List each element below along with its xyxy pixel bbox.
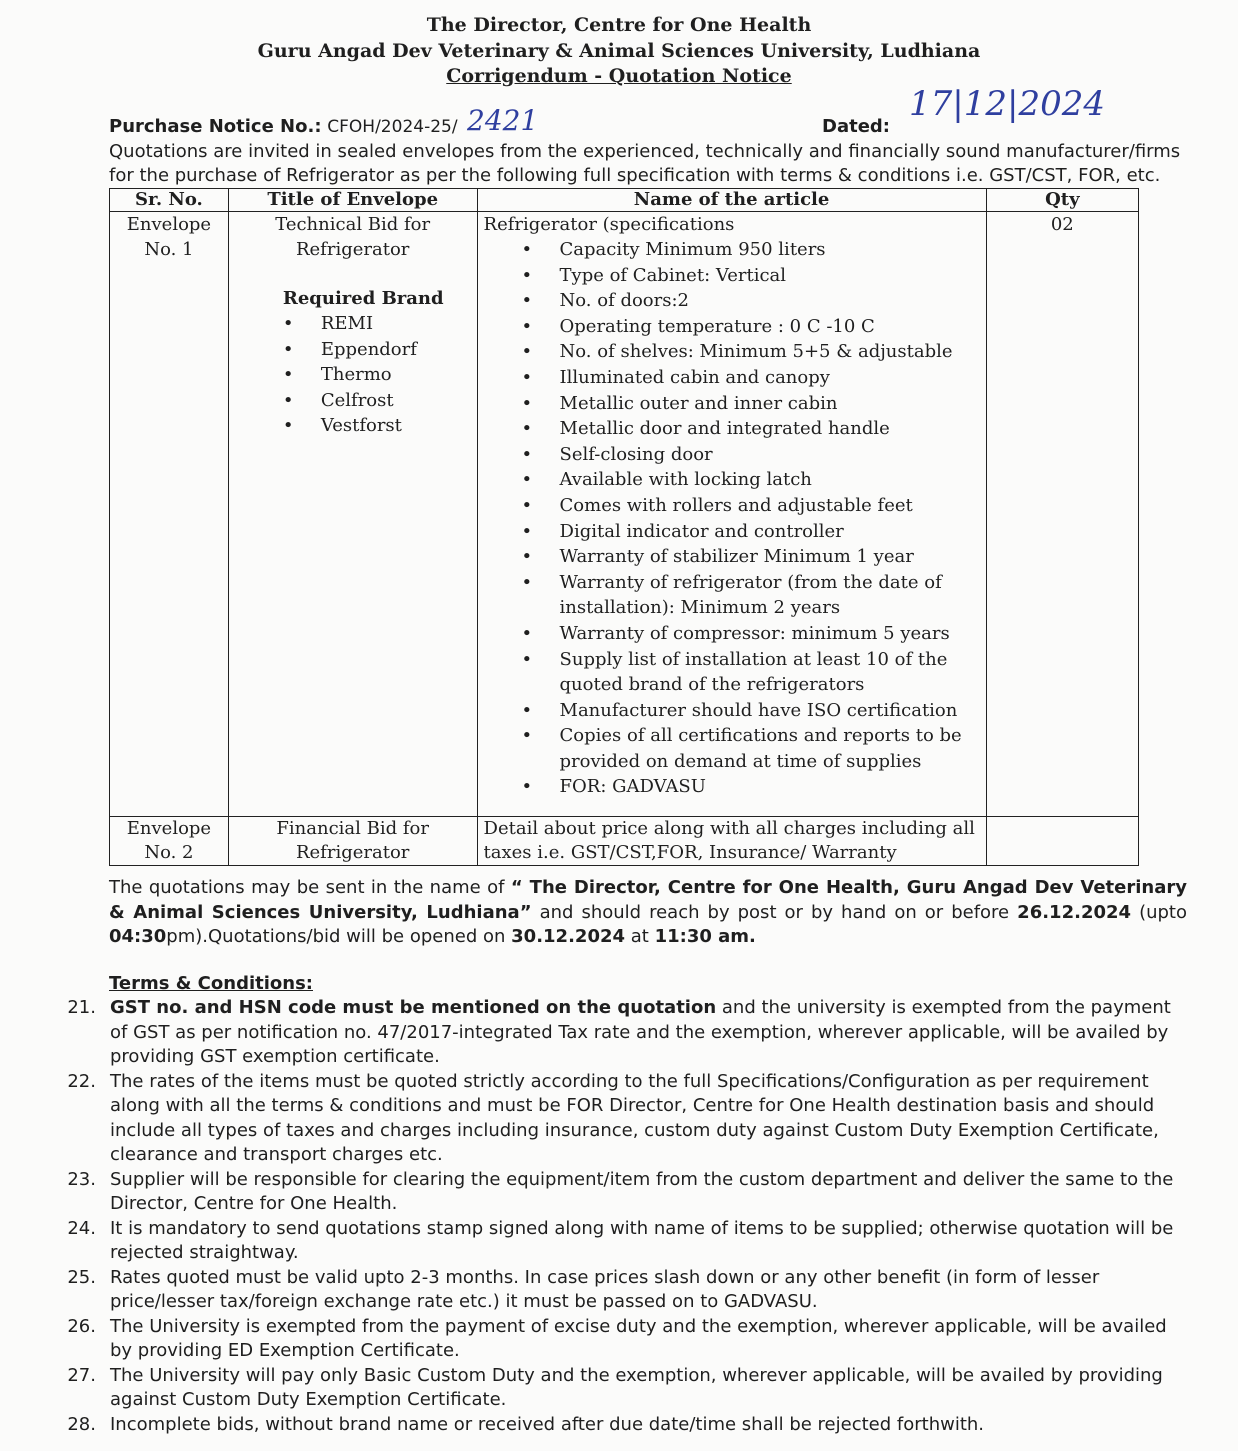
term-item [60, 1413, 1186, 1438]
term-text [110, 1266, 1186, 1315]
brand-item: • REMI [283, 311, 471, 337]
term-body-text: Supplier will be responsible for clearing the equipment/item from the custom department and deliver the same to the Director, Centre for One Health. [110, 1168, 1174, 1214]
envelope-1-title: Technical Bid for Refrigerator [275, 214, 431, 260]
spec-item: • Comes with rollers and adjustable feet [484, 493, 980, 519]
term-body-text: Incomplete bids, without brand name or received after due date/time shall be rejected forthwith. [110, 1413, 985, 1435]
terms-list [60, 996, 1186, 1437]
term-item [60, 1070, 1186, 1168]
term-number: 28. [67, 1413, 96, 1435]
header-name-of-article: Name of the article [477, 189, 986, 212]
spec-item: • Self-closing door [484, 442, 980, 468]
purchase-notice [109, 116, 458, 137]
article-title: Refrigerator (specifications [483, 214, 735, 235]
handwritten-date: 17|12|2024 [909, 84, 1105, 124]
spec-item: • Copies of all certifications and reports to be provided on demand at time of supplies [484, 723, 980, 774]
term-text [110, 1315, 1186, 1364]
deadline-time: 04:30 [109, 926, 167, 947]
term-number: 24. [67, 1217, 96, 1239]
spec-item: • Available with locking latch [484, 467, 980, 493]
header-title-of-envelope: Title of Envelope [228, 189, 477, 212]
deadline-date: 26.12.2024 [1017, 901, 1132, 923]
term-body-text: The rates of the items must be quoted strictly according to the full Specifications/Configuration as per requirement along with all the terms & conditions and must be FOR Director, Centre for One Health destination basis and should include all types of taxes and charges including insurance, custom duty against Custom Duty Exemption Certificate, clearance and transport charges etc. [110, 1070, 1159, 1165]
term-number: 26. [67, 1315, 96, 1337]
spec-item: • Digital indicator and controller [484, 519, 980, 545]
term-number: 23. [67, 1168, 96, 1190]
intro-line-1: Quotations are invited in sealed envelopes from the experienced, technically and financially sound manufacturer/firms [109, 141, 1181, 162]
brand-item: • Eppendorf [283, 337, 471, 363]
spec-item: • Metallic door and integrated handle [484, 416, 980, 442]
submission-paragraph [109, 876, 1187, 950]
term-body-text: and the university is exempted from the payment of GST as per notification no. 47/2017-integrated Tax rate and the exemption, wherever applicable, will be availed by providing GST exemption certificate. [110, 997, 1171, 1067]
term-body-text: It is mandatory to send quotations stamp signed along with name of items to be supplied; otherwise quotation will be rejected straightway. [110, 1217, 1174, 1263]
spec-item: • Capacity Minimum 950 liters [484, 237, 980, 263]
spec-list [484, 237, 980, 800]
closing-text-1: The quotations may be sent in the name of [109, 877, 505, 898]
required-brand-block [235, 286, 471, 439]
term-text [110, 996, 1186, 1070]
addressee: “ The Director, Centre for One Health, Guru Angad Dev Veterinary & Animal Sciences University, Ludhiana” [109, 877, 1187, 923]
table-row [110, 817, 1139, 866]
closing-text-3: (upto [1139, 901, 1188, 923]
required-brand-title: Required Brand [282, 288, 444, 309]
envelope-2-qty [986, 817, 1138, 866]
brand-item: • Vestforst [283, 413, 471, 439]
purchase-notice-label: Purchase Notice No.: [109, 116, 322, 137]
term-item [60, 996, 1186, 1070]
term-item [60, 1266, 1186, 1315]
terms-heading: Terms & Conditions: [109, 973, 313, 994]
term-number: 25. [67, 1266, 96, 1288]
brand-item: • Celfrost [283, 388, 471, 414]
spec-item: • Supply list of installation at least 10 of the quoted brand of the refrigerators [484, 647, 980, 698]
university-name: Guru Angad Dev Veterinary & Animal Sciences University, Ludhiana [257, 40, 981, 62]
intro-paragraph [109, 140, 1184, 188]
table-row [110, 212, 1139, 817]
term-text [110, 1070, 1186, 1168]
term-text [110, 1364, 1186, 1413]
header-title: The Director, Centre for One Health [426, 14, 812, 36]
term-item [60, 1168, 1186, 1217]
closing-text-4: pm).Quotations/bid will be opened on [166, 926, 506, 947]
term-text [110, 1168, 1186, 1217]
envelope-1-title-cell [228, 212, 477, 817]
envelope-2-title: Financial Bid for Refrigerator [228, 817, 477, 866]
term-number: 21. [67, 997, 96, 1018]
term-item [60, 1364, 1186, 1413]
term-item [60, 1315, 1186, 1364]
spec-item: • Type of Cabinet: Vertical [484, 263, 980, 289]
intro-line-2: for the purchase of Refrigerator as per the following full specification with terms & conditions i.e. GST/CST, FOR, etc. [109, 165, 1161, 186]
dated-label: Dated: [822, 116, 890, 137]
specification-table [109, 188, 1139, 866]
spec-item: • Metallic outer and inner cabin [484, 391, 980, 417]
spec-item: • Manufacturer should have ISO certification [484, 698, 980, 724]
term-body-text: The University will pay only Basic Custom Duty and the exemption, wherever applicable, will be availed by providing against Custom Duty Exemption Certificate. [110, 1364, 1163, 1410]
opening-date: 30.12.2024 [511, 926, 626, 947]
closing-text-2: and should reach by post or by hand on or before [539, 901, 1010, 923]
term-text [110, 1413, 1186, 1438]
spec-item: • Warranty of stabilizer Minimum 1 year [484, 544, 980, 570]
spec-item: • Warranty of compressor: minimum 5 years [484, 621, 980, 647]
term-number: 22. [67, 1070, 96, 1092]
brand-list [283, 311, 471, 439]
envelope-2-article: Detail about price along with all charges including all taxes i.e. GST/CST,FOR, Insurance/ Warranty [477, 817, 986, 866]
envelope-1-sr: Envelope No. 1 [110, 212, 229, 817]
spec-item: • FOR: GADVASU [484, 774, 980, 800]
term-body-text: Rates quoted must be valid upto 2-3 months. In case prices slash down or any other benefit (in form of lesser price/lesser tax/foreign exchange rate etc.) it must be passed on to GADVASU. [110, 1266, 1100, 1312]
envelope-1-article-cell [477, 212, 986, 817]
spec-item: • No. of doors:2 [484, 288, 980, 314]
term-body-text: The University is exempted from the payment of excise duty and the exemption, wherever applicable, will be availed by providing ED Exemption Certificate. [110, 1315, 1167, 1361]
spec-item: • No. of shelves: Minimum 5+5 & adjustable [484, 339, 980, 365]
purchase-notice-number: CFOH/2024-25/ [327, 117, 458, 137]
term-bold-text: GST no. and HSN code must be mentioned on the quotation [110, 997, 717, 1018]
notice-title: Corrigendum - Quotation Notice [446, 65, 792, 87]
header-qty: Qty [986, 189, 1138, 212]
handwritten-notice-number: 2421 [467, 104, 539, 137]
table-header-row [110, 189, 1139, 212]
opening-time: 11:30 am. [654, 926, 756, 947]
header-sr-no: Sr. No. [110, 189, 229, 212]
envelope-1-qty: 02 [986, 212, 1138, 817]
brand-item: • Thermo [283, 362, 471, 388]
envelope-2-sr: Envelope No. 2 [110, 817, 229, 866]
closing-text-5: at [630, 926, 649, 947]
spec-item: • Illuminated cabin and canopy [484, 365, 980, 391]
term-number: 27. [67, 1364, 96, 1386]
spec-item: • Warranty of refrigerator (from the date of installation): Minimum 2 years [484, 570, 980, 621]
spec-item: • Operating temperature : 0 C -10 C [484, 314, 980, 340]
term-text [110, 1217, 1186, 1266]
term-item [60, 1217, 1186, 1266]
